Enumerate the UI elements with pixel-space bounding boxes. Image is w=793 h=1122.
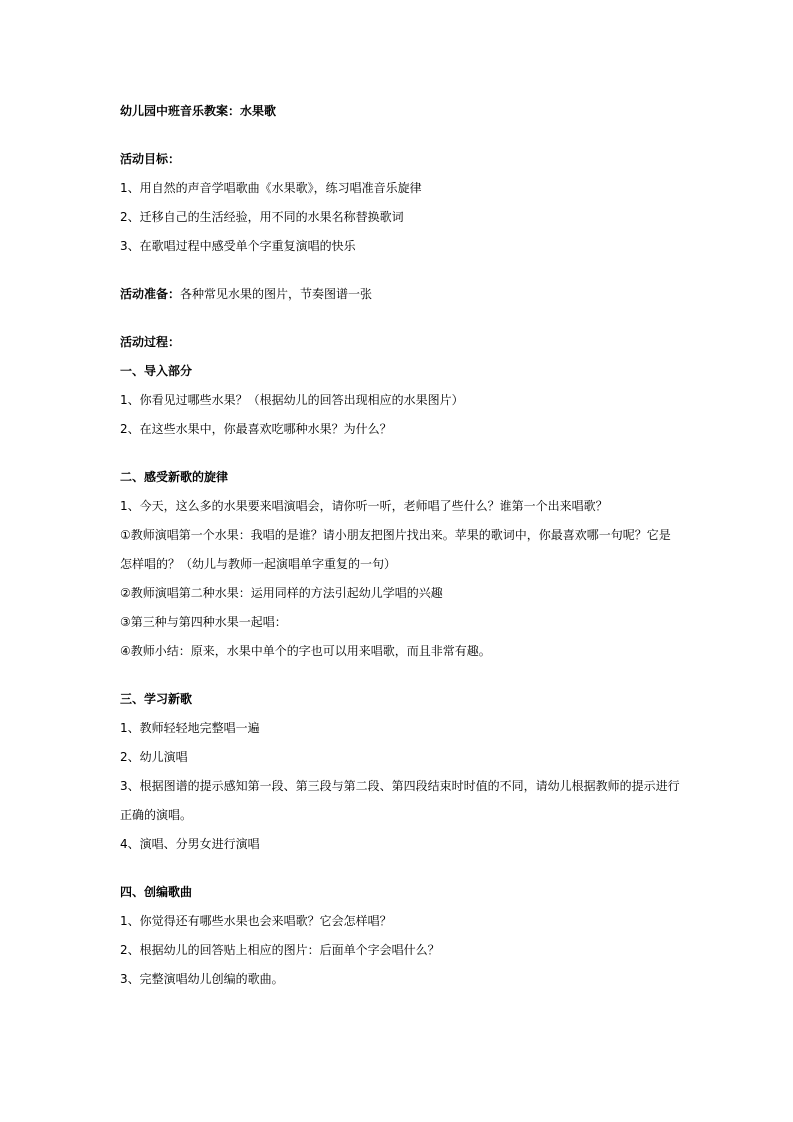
section-line: 1、今天，这么多的水果要来唱演唱会，请你听一听，老师唱了些什么？谁第一个出来唱歌？ — [120, 499, 608, 513]
section-heading-learn: 三、学习新歌 — [120, 692, 193, 706]
preparation-label: 活动准备： — [120, 287, 181, 301]
section-line: ②教师演唱第二种水果：运用同样的方法引起幼儿学唱的兴趣 — [120, 586, 443, 600]
section-line: 2、根据幼儿的回答贴上相应的图片：后面单个字会唱什么？ — [120, 943, 440, 957]
preparation-text: 各种常见水果的图片，节奏图谱一张 — [180, 287, 373, 301]
section-line: 2、在这些水果中，你最喜欢吃哪种水果？为什么？ — [120, 422, 392, 436]
section-line: ③第三种与第四种水果一起唱： — [120, 615, 287, 629]
section-line: 3、根据图谱的提示感知第一段、第三段与第二段、第四段结束时时值的不同，请幼儿根据教师的提示进行 — [120, 779, 680, 793]
objective-item: 2、迁移自己的生活经验，用不同的水果名称替换歌词 — [120, 210, 404, 224]
section-heading-melody: 二、感受新歌的旋律 — [120, 470, 229, 484]
section-line: 4、演唱、分男女进行演唱 — [120, 837, 260, 851]
section-line: 1、你看见过哪些水果？（根据幼儿的回答出现相应的水果图片） — [120, 393, 464, 407]
section-line: ④教师小结：原来，水果中单个的字也可以用来唱歌，而且非常有趣。 — [120, 644, 491, 658]
preparation-paragraph — [120, 286, 372, 302]
objectives-heading: 活动目标： — [120, 152, 181, 166]
objective-item: 1、用自然的声音学唱歌曲《水果歌》，练习唱准音乐旋律 — [120, 181, 422, 195]
process-heading: 活动过程： — [120, 335, 181, 349]
section-line: 正确的演唱。 — [120, 808, 193, 822]
section-heading-create: 四、创编歌曲 — [120, 885, 193, 899]
document-title: 幼儿园中班音乐教案：水果歌 — [120, 104, 277, 118]
section-line: 3、完整演唱幼儿创编的歌曲。 — [120, 972, 284, 986]
section-line: 1、你觉得还有哪些水果也会来唱歌？它会怎样唱？ — [120, 914, 392, 928]
section-line: 1、教师轻轻地完整唱一遍 — [120, 721, 260, 735]
section-heading-intro: 一、导入部分 — [120, 364, 193, 378]
section-line: 2、幼儿演唱 — [120, 750, 188, 764]
section-line: ①教师演唱第一个水果：我唱的是谁？请小朋友把图片找出来。苹果的歌词中，你最喜欢哪一句呢？它是 — [120, 528, 671, 542]
objective-item: 3、在歌唱过程中感受单个字重复演唱的快乐 — [120, 239, 356, 253]
section-line: 怎样唱的？（幼儿与教师一起演唱单字重复的一句） — [120, 557, 397, 571]
